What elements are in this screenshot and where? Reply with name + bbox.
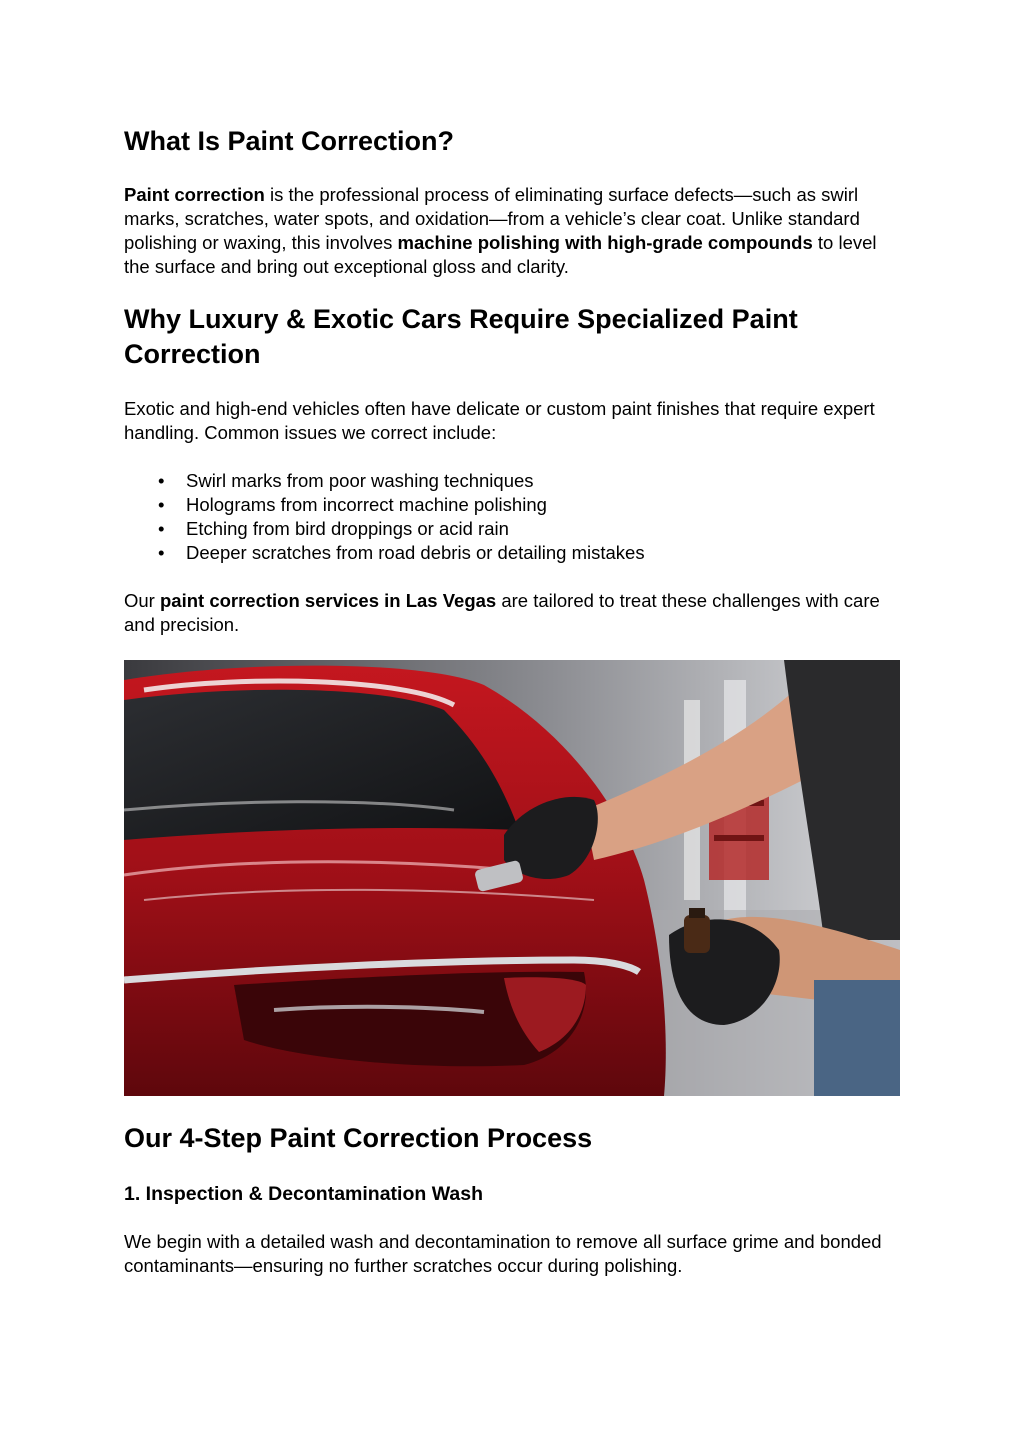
- paragraph-las-vegas-services: [124, 589, 900, 637]
- car-detailing-photo: [124, 660, 900, 1096]
- closing-text-1: Our: [124, 590, 160, 611]
- bold-las-vegas-services: paint correction services in Las Vegas: [159, 590, 497, 611]
- heading-4-step-process: Our 4-Step Paint Correction Process: [124, 1123, 593, 1153]
- list-item: [124, 541, 900, 565]
- closing-text-2: are tailored to treat these challenges with care and precision.: [124, 590, 880, 635]
- bold-paint-correction: Paint correction: [124, 184, 265, 205]
- bullet-icon: •: [158, 518, 165, 539]
- list-item-text: Etching from bird droppings or acid rain: [186, 518, 509, 539]
- heading-why-luxury-exotic: Why Luxury & Exotic Cars Require Specialized Paint Correction: [124, 304, 798, 369]
- bold-machine-polishing: machine polishing with high-grade compounds: [397, 232, 813, 253]
- bullet-icon: •: [158, 542, 165, 563]
- definition-text-1: is the professional process of eliminating surface defects—such as swirl marks, scratches, water spots, and oxidation—from a vehicle’s clear coat. Unlike standard polishing or waxing, this involves: [124, 184, 860, 253]
- list-item-text: Deeper scratches from road debris or detailing mistakes: [186, 542, 645, 563]
- list-item: [124, 493, 900, 517]
- bullet-icon: •: [158, 494, 165, 515]
- list-item-text: Swirl marks from poor washing techniques: [186, 470, 534, 491]
- bullet-icon: •: [158, 470, 165, 491]
- paragraph-exotic-intro: Exotic and high-end vehicles often have delicate or custom paint finishes that require expert handling. Common issues we correct include:: [124, 398, 875, 443]
- car-detailing-illustration: [124, 660, 900, 1096]
- paragraph-definition: [124, 183, 900, 279]
- list-item: [124, 469, 900, 493]
- list-item: [124, 517, 900, 541]
- definition-text-2: to level the surface and bring out exceptional gloss and clarity.: [124, 232, 877, 277]
- paragraph-step-1: We begin with a detailed wash and decontamination to remove all surface grime and bonded contaminants—ensuring no further scratches occur during polishing.: [124, 1231, 882, 1276]
- issues-list: [124, 469, 900, 565]
- heading-step-1: 1. Inspection & Decontamination Wash: [124, 1183, 483, 1205]
- list-item-text: Holograms from incorrect machine polishing: [186, 494, 547, 515]
- heading-what-is-paint-correction: What Is Paint Correction?: [124, 126, 455, 156]
